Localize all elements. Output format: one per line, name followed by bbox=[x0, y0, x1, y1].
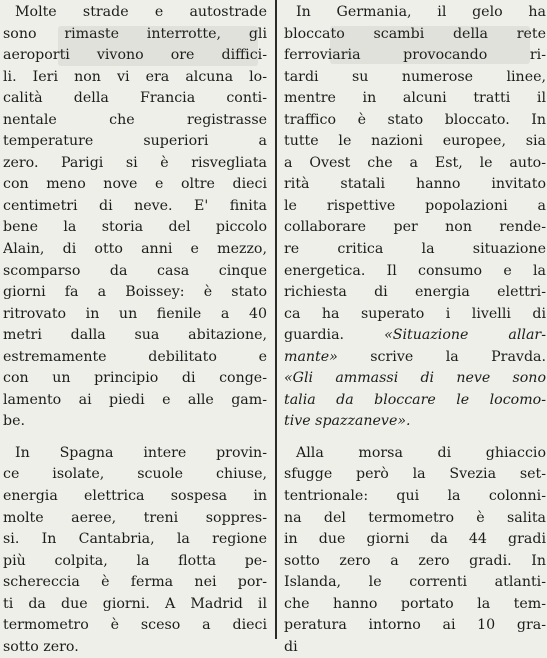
left-column bbox=[3, 2, 267, 658]
text-line: sono rimaste interrotte, gli bbox=[3, 25, 267, 42]
text-line: ti da due giorni. A Madrid il bbox=[3, 595, 267, 612]
text-line: in due giorni da 44 gradi bbox=[284, 531, 546, 548]
right-paragraph-1 bbox=[284, 2, 546, 433]
left-paragraph-2 bbox=[3, 443, 267, 658]
text-line: sotto zero a zero gradi. In bbox=[284, 552, 546, 569]
text-line: Alla morsa di ghiaccio bbox=[296, 444, 546, 461]
text-line: molte aeree, treni soppres- bbox=[3, 509, 267, 526]
text-line: rità statali hanno invitato bbox=[284, 176, 546, 193]
text-line: mentre in alcuni tratti il bbox=[284, 90, 546, 107]
text-line: Molte strade e autostrade bbox=[15, 4, 267, 20]
text-line: collaborare per non rende- bbox=[284, 219, 546, 236]
text-line: In Spagna intere provin- bbox=[15, 444, 267, 461]
text-line: metri dalla sua abitazione, bbox=[3, 327, 267, 344]
text-line: nentale che registrasse bbox=[3, 111, 267, 128]
text-line: traffico è stato bloccato. In bbox=[284, 111, 546, 128]
text-line: tentrionale: qui la colonni- bbox=[284, 488, 546, 505]
text-line: be. bbox=[3, 413, 25, 430]
text-line: sotto zero. bbox=[3, 638, 79, 655]
text-line: centimetri di neve. E' finita bbox=[3, 197, 267, 214]
quote-span: mante» bbox=[284, 348, 338, 365]
text-line: lamento ai piedi e alle gam- bbox=[3, 391, 267, 408]
right-paragraph-2 bbox=[284, 443, 546, 658]
text-line: schereccia è ferma nei por- bbox=[3, 574, 267, 591]
left-paragraph-1 bbox=[3, 2, 267, 433]
quote-line: talia da bloccare le locomo- bbox=[284, 391, 546, 408]
text-line: temperature superiori a bbox=[3, 133, 267, 150]
text-line: peratura intorno ai 10 gra- bbox=[284, 617, 546, 634]
text-line bbox=[284, 347, 546, 369]
text-line: na del termometro è salita bbox=[284, 509, 546, 526]
quote-span: «Situazione allar- bbox=[384, 327, 546, 344]
text-line: a Ovest che a Est, le auto- bbox=[284, 154, 546, 171]
text-line: ritrovato in un fienile a 40 bbox=[3, 305, 267, 322]
text-line: sfugge però la Svezia set- bbox=[284, 466, 546, 483]
text-line bbox=[284, 325, 546, 347]
text-line: le rispettive popolazioni a bbox=[284, 197, 546, 214]
text-line: li. Ieri non vi era alcuna lo- bbox=[3, 68, 267, 85]
quote-line: tive spazzaneve». bbox=[284, 413, 411, 430]
text-line: scomparso da casa cinque bbox=[3, 262, 267, 279]
text-line: termometro è sceso a dieci bbox=[3, 617, 267, 634]
column-divider bbox=[275, 0, 277, 639]
text-line: Alain, di otto anni e mezzo, bbox=[3, 241, 267, 258]
text-span: scrive la Pravda. bbox=[337, 348, 546, 365]
text-line: richiesta di energia elettri- bbox=[284, 284, 546, 301]
text-line: bloccato scambi della rete bbox=[284, 25, 546, 42]
text-line: ca ha superato i livelli di bbox=[284, 305, 546, 322]
text-line: che hanno portato la tem- bbox=[284, 595, 546, 612]
text-line: più colpita, la flotta pe- bbox=[3, 552, 267, 569]
text-line: Islanda, le correnti atlanti- bbox=[284, 574, 546, 591]
text-line: re critica la situazione bbox=[284, 241, 546, 258]
text-line: calità della Francia conti- bbox=[3, 90, 267, 107]
text-line: con meno nove e oltre dieci bbox=[3, 176, 267, 193]
text-line: ferroviaria provocando ri- bbox=[284, 47, 546, 64]
quote-line: «Gli ammassi di neve sono bbox=[284, 370, 546, 387]
text-line: di bbox=[284, 638, 298, 655]
text-line: aeroporti vivono ore diffici- bbox=[3, 47, 267, 64]
text-line: In Germania, il gelo ha bbox=[296, 4, 546, 20]
text-line: si. In Cantabria, la regione bbox=[3, 531, 267, 548]
text-line: tardi su numerose linee, bbox=[284, 68, 546, 85]
text-line: giorni fa a Boissey: è stato bbox=[3, 284, 267, 301]
right-column bbox=[284, 2, 546, 658]
text-span: guardia. bbox=[284, 327, 345, 344]
text-line: energia elettrica sospesa in bbox=[3, 488, 267, 505]
text-line: energetica. Il consumo e la bbox=[284, 262, 546, 279]
text-line: bene la storia del piccolo bbox=[3, 219, 267, 236]
text-line: estremamente debilitato e bbox=[3, 348, 267, 365]
text-line: tutte le nazioni europee, sia bbox=[284, 133, 546, 150]
text-line: ce isolate, scuole chiuse, bbox=[3, 466, 267, 483]
text-line: con un principio di conge- bbox=[3, 370, 267, 387]
text-line: zero. Parigi si è risvegliata bbox=[3, 154, 267, 171]
